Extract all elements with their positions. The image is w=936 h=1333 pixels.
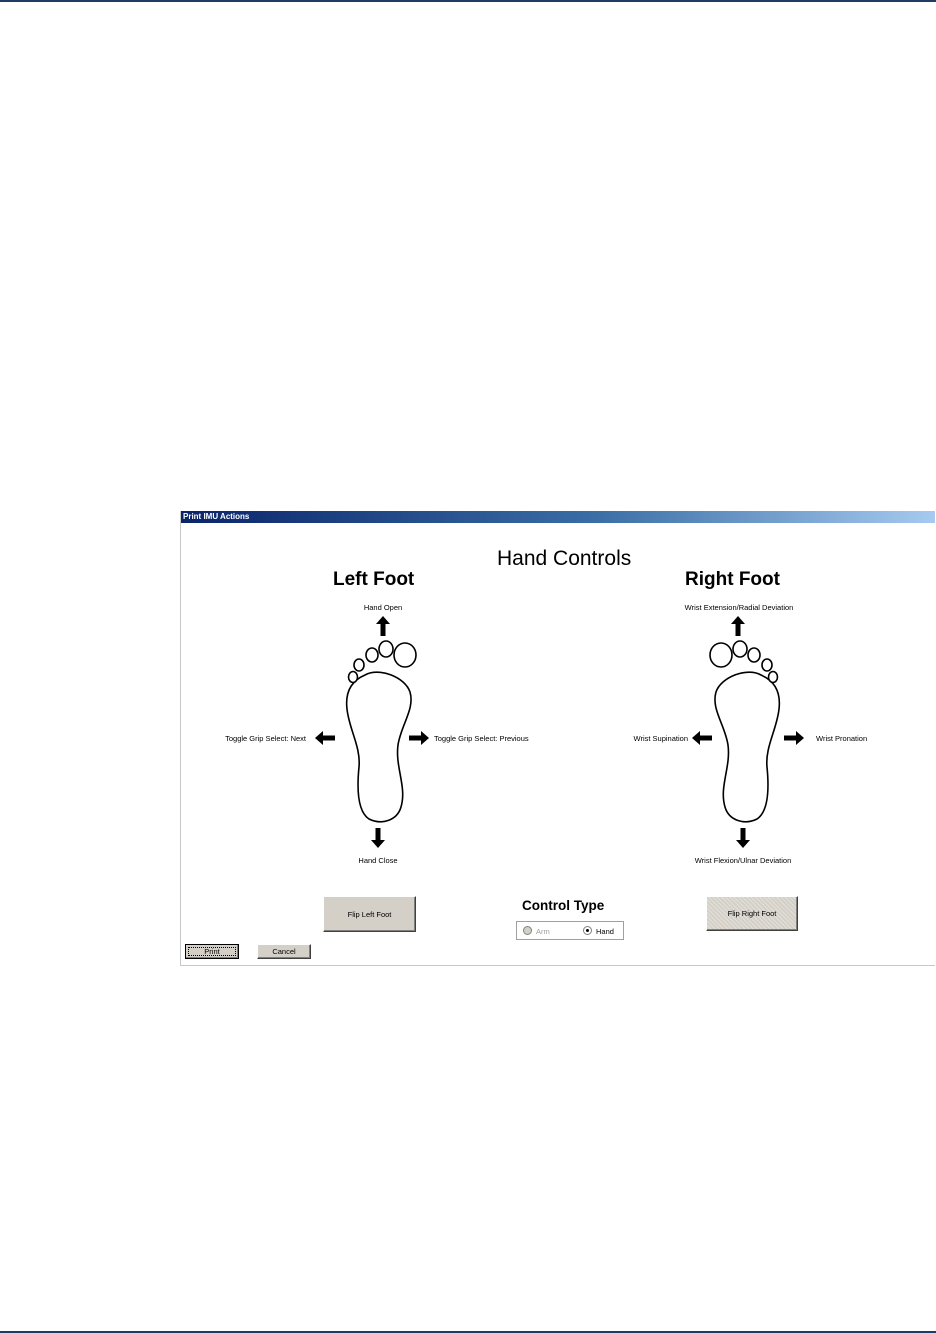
print-button[interactable]: Print [185,944,239,959]
flip-left-foot-button[interactable]: Flip Left Foot [323,896,416,932]
flip-right-foot-button[interactable]: Flip Right Foot [706,896,798,931]
left-foot-left-label: Toggle Grip Select: Next [225,734,306,743]
right-foot-title: Right Foot [685,569,780,590]
page-heading: Hand Controls [497,547,632,570]
radio-arm[interactable] [523,926,532,935]
control-type-title: Control Type [522,898,605,913]
radio-hand-label: Hand [596,927,614,936]
radio-arm-label: Arm [536,927,550,936]
control-type-radio-group [516,921,624,940]
right-foot-right-label: Wrist Pronation [816,734,868,743]
arrow-right-icon [784,731,804,745]
arrow-down-icon [371,828,385,848]
left-foot-up-label: Hand Open [363,603,403,612]
right-footprint-icon [701,637,783,827]
title-bar[interactable] [181,511,935,523]
right-foot-left-label: Wrist Supination [633,734,688,743]
radio-hand[interactable] [583,926,592,935]
print-imu-actions-dialog [180,511,935,966]
right-foot-down-label: Wrist Flexion/Ulnar Deviation [694,856,792,865]
arrow-down-icon [736,828,750,848]
arrow-up-icon [376,616,390,636]
right-foot-up-label: Wrist Extension/Radial Deviation [684,603,794,612]
left-foot-title: Left Foot [333,569,415,590]
window-title: Print IMU Actions [183,512,250,521]
left-foot-down-label: Hand Close [358,856,398,865]
arrow-left-icon [315,731,335,745]
left-footprint-icon [343,637,425,827]
arrow-up-icon [731,616,745,636]
page-top-rule [0,0,936,2]
left-foot-right-label: Toggle Grip Select: Previous [434,734,529,743]
cancel-button[interactable]: Cancel [257,944,311,959]
